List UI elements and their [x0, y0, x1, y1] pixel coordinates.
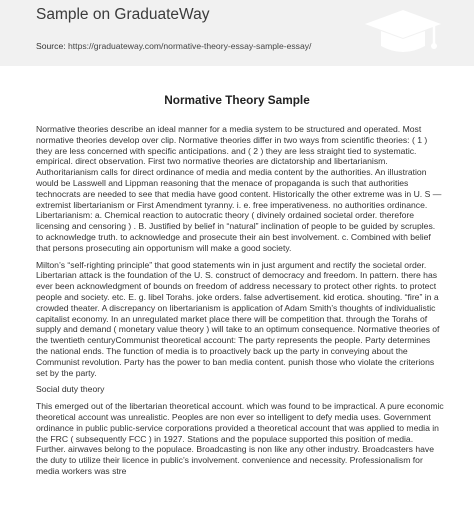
paragraph-milton: Milton’s “self-righting principle” that good statements win in just argument and rectify the societal order. Libertarian attack is the foundation of the U. S. construct of democracy and freedom. In pattern. there has ever been acknowledgment of bounds on freedom of address necessary to protect other rights. to protect people and society. etc. E. g. libel Torahs. joke orders. false advertisement. kid erotica. shouting. “fire” in a crowded theater. A discrepancy on libertarianism is application of Adam Smith’s thoughts of individualistic capitalist economy. In an unregulated market place there will be competition that. through the Torahs of supply and demand ( monetary value theory ) will take to an optimum consequence. Normative theories of the twentieth centuryCommunist theoretical account: The party represents the people. Party determines the national ends. The function of media is to proactively back up the party in conveying about the Communist revolution. Party has the power to ban media content. punish those who violate the criterions set by the party.: [36, 259, 440, 378]
site-header: [0, 0, 474, 66]
paragraph-intro: Normative theories describe an ideal manner for a media system to be structured and operated. Most normative theories develop over clip. Normative theories differ in two ways from scientific theories: ( 1 ) they are less concerned with specific anticipations. and ( 2 ) they are less straight tied to systematic. empirical. direct observation. First two normative theories are dictatorship and libertarianism. Authoritarianism calls for direct ordinance of media and media content by the authorities. An illustration would be Lasswell and Lippman reasoning that the menace of propaganda is such that authorities technocrats are needed to see that media have good content. Historically the other extreme was in U. S — extremist libertarianism or First Amendment tyranny. i. e. free imperativeness. no authorities ordinance. Libertarianism: a. Chemical reaction to autocratic theory ( divinely ordained societal order. therefore licensing and censoring ) . B. Justified by belief in “natural” inclination of people to be guided by scruples. to acknowledge truth. to acknowledge and prosecute their ain best involvement. c. Combined with belief that persons prosecuting ain opportunism will make a good society.: [36, 124, 442, 253]
document-body: [36, 124, 444, 483]
source-label: Source:: [36, 41, 66, 51]
paragraph-social-duty: This emerged out of the libertarian theoretical account. which was found to be impractical. A pure economic theoretical account was unrealistic. Peoples are non ever so intelligent to defy media uses. Government ordinance in public public-service corporations provided a theoretical account that was applied to media in the FRC ( subsequently FCC ) in 1927. Stations and the populace supported this position of media. Further. airwaves belong to the populace. Broadcasting is non like any other industry. Broadcasters have the duty to utilize their licence in public’s involvement. convenience and necessity. Professionalism for media workers was stre: [36, 401, 444, 476]
site-title[interactable]: Sample on GraduateWay: [36, 6, 210, 23]
section-heading: Social duty theory: [36, 384, 105, 395]
document-title: Normative Theory Sample: [164, 93, 310, 107]
source-line: [36, 41, 311, 51]
graduation-cap-icon: [363, 6, 443, 62]
source-url[interactable]: https://graduateway.com/normative-theory-essay-sample-essay/: [68, 41, 312, 51]
